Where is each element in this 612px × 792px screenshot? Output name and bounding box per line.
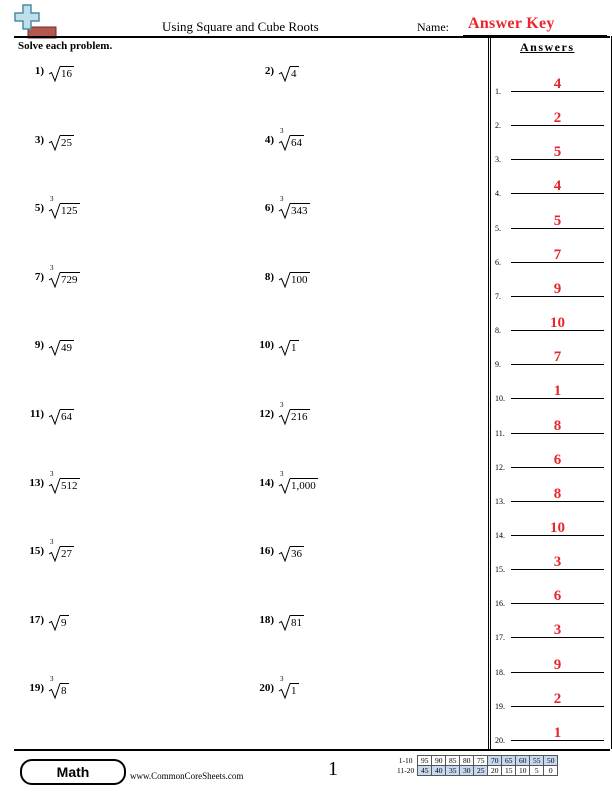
problem-number: 17) — [29, 613, 44, 626]
answer-row — [492, 349, 608, 369]
answers-heading: Answers — [520, 40, 575, 54]
answer-row — [492, 418, 608, 438]
radical-sign-icon — [278, 59, 290, 83]
plus-sign-logo-icon — [14, 4, 58, 40]
score-cell: 0 — [544, 766, 558, 776]
answer-value: 10 — [550, 315, 565, 332]
score-range-label: 1-10 — [398, 756, 413, 765]
score-cell: 45 — [418, 766, 432, 776]
score-cell: 90 — [432, 756, 446, 766]
score-cell: 35 — [446, 766, 460, 776]
answer-row — [492, 725, 608, 745]
score-cell: 40 — [432, 766, 446, 776]
root-index: 3 — [50, 195, 54, 204]
answer-value: 3 — [553, 622, 562, 639]
answer-value: 8 — [553, 417, 562, 434]
problem-number: 20) — [259, 682, 274, 695]
problem-number: 15) — [29, 545, 44, 558]
answer-key-label: Answer Key — [468, 15, 555, 32]
radicand: 512 — [61, 479, 78, 492]
answer-number: 7. — [495, 291, 501, 301]
subject-badge: Math — [20, 759, 126, 785]
score-cell: 55 — [530, 756, 544, 766]
root-index: 3 — [50, 469, 54, 478]
answer-value: 2 — [553, 110, 562, 127]
answer-row — [492, 247, 608, 267]
score-cell: 20 — [488, 766, 502, 776]
score-cell: 60 — [516, 756, 530, 766]
name-label: Name: — [417, 20, 449, 34]
radicand: 49 — [61, 342, 72, 355]
radicand: 64 — [291, 136, 302, 149]
answer-value: 4 — [553, 76, 562, 92]
radical-sign-icon — [48, 402, 60, 426]
radicand: 1 — [291, 685, 297, 698]
answer-number: 19. — [495, 701, 505, 711]
answer-value: 6 — [553, 451, 562, 468]
answer-value: 8 — [553, 485, 562, 502]
radicand: 64 — [61, 411, 72, 423]
radical-sign-icon — [48, 59, 60, 83]
answer-number: 1. — [495, 87, 501, 96]
answer-value: 9 — [553, 280, 562, 297]
answer-value: 10 — [550, 519, 565, 536]
answer-row — [492, 657, 608, 677]
score-cell: 95 — [418, 756, 432, 766]
problem-number: 19) — [29, 682, 44, 695]
answer-number: 2. — [495, 121, 501, 131]
problem-number: 4) — [264, 133, 274, 146]
radicand: 1,000 — [291, 479, 316, 492]
problem-number: 5) — [34, 202, 44, 215]
answer-value: 1 — [553, 724, 562, 741]
problem-number: 12) — [259, 408, 274, 420]
radicand: 343 — [291, 205, 308, 218]
answer-row — [492, 281, 608, 301]
root-index: 3 — [280, 469, 284, 478]
answer-row — [492, 452, 608, 472]
instructions: Solve each problem. — [18, 40, 113, 52]
answer-number: 16. — [495, 599, 505, 609]
answer-number: 11. — [495, 428, 505, 438]
answer-number: 13. — [495, 496, 505, 506]
page-title: Using Square and Cube Roots — [162, 19, 319, 34]
answer-value: 1 — [553, 383, 562, 400]
radicand: 27 — [61, 548, 72, 561]
score-cell: 75 — [474, 756, 488, 766]
answer-value: 9 — [553, 656, 562, 673]
score-cell: 80 — [460, 756, 474, 766]
root-index: 3 — [280, 401, 284, 409]
root-index: 3 — [50, 538, 54, 547]
answer-number: 6. — [495, 257, 501, 267]
radicand: 216 — [291, 411, 308, 423]
answer-value: 7 — [553, 246, 562, 263]
score-cell: 70 — [488, 756, 502, 766]
score-cell: 25 — [474, 766, 488, 776]
radical-sign-icon — [48, 333, 60, 357]
radicand: 729 — [61, 273, 78, 286]
answer-row — [492, 588, 608, 608]
answer-row — [492, 622, 608, 642]
score-range-label: 11-20 — [397, 766, 415, 775]
score-cell: 15 — [502, 766, 516, 776]
score-row — [395, 766, 558, 776]
problem-number: 7) — [34, 270, 44, 283]
footer-divider — [14, 749, 610, 751]
answer-number: 14. — [495, 530, 505, 540]
answer-number: 18. — [495, 667, 505, 677]
answer-number: 9. — [495, 360, 501, 370]
problem-number: 8) — [264, 270, 274, 283]
problem-number: 10) — [259, 339, 274, 352]
score-row — [395, 756, 558, 766]
answer-number: 5. — [495, 223, 501, 233]
radicand: 100 — [291, 273, 308, 286]
answer-number: 10. — [495, 394, 505, 404]
problem-number: 1) — [34, 65, 44, 77]
answer-row — [492, 520, 608, 540]
score-cell: 50 — [544, 756, 558, 766]
answer-number: 4. — [495, 189, 501, 199]
answer-row — [492, 76, 608, 96]
radicand: 9 — [61, 616, 67, 629]
answer-number: 12. — [495, 462, 505, 472]
root-index: 3 — [50, 263, 54, 272]
problem-number: 16) — [259, 545, 274, 558]
score-cell: 5 — [530, 766, 544, 776]
problem-number: 13) — [29, 476, 44, 489]
answer-number: 17. — [495, 633, 505, 643]
answer-row — [492, 554, 608, 574]
radicand: 125 — [61, 205, 78, 218]
answer-row — [492, 110, 608, 130]
score-cell: 85 — [446, 756, 460, 766]
answer-value: 4 — [553, 178, 562, 195]
problem-number: 11) — [29, 408, 44, 420]
radical-sign-icon — [278, 265, 290, 289]
answer-row — [492, 144, 608, 164]
problem-number: 6) — [264, 202, 274, 215]
answer-value: 5 — [553, 212, 562, 229]
answer-number: 15. — [495, 565, 505, 575]
problem-number: 14) — [259, 476, 274, 489]
answer-number: 3. — [495, 155, 501, 165]
answer-value: 2 — [553, 690, 562, 707]
root-index: 3 — [280, 126, 284, 135]
website-link[interactable]: www.CommonCoreSheets.com — [130, 771, 244, 781]
answer-row — [492, 178, 608, 198]
answer-value: 5 — [553, 144, 562, 161]
page-number: 1 — [328, 758, 338, 780]
score-cell: 30 — [460, 766, 474, 776]
radicand: 25 — [61, 136, 72, 149]
root-index: 3 — [280, 675, 284, 684]
root-index: 3 — [50, 675, 54, 684]
radical-sign-icon — [278, 539, 290, 563]
radicand: 16 — [61, 68, 72, 80]
radical-sign-icon — [48, 128, 60, 152]
score-table — [395, 755, 558, 776]
answer-number: 20. — [495, 735, 505, 745]
answer-number: 8. — [495, 326, 501, 336]
root-index: 3 — [280, 195, 284, 204]
radical-sign-icon — [278, 333, 290, 357]
problem-number: 3) — [34, 133, 44, 146]
answer-row — [492, 213, 608, 233]
radical-sign-icon — [48, 608, 60, 632]
answer-row — [492, 486, 608, 506]
radicand: 8 — [61, 685, 67, 698]
answer-row — [492, 691, 608, 711]
answer-value: 3 — [553, 554, 562, 571]
radicand: 36 — [291, 548, 302, 561]
radicand: 81 — [291, 616, 302, 629]
radicand: 1 — [291, 342, 297, 355]
problem-number: 18) — [259, 613, 274, 626]
answer-value: 7 — [553, 349, 562, 366]
radicand: 4 — [291, 68, 297, 80]
radical-sign-icon — [278, 608, 290, 632]
score-cell: 65 — [502, 756, 516, 766]
answer-value: 6 — [553, 588, 562, 605]
answer-row — [492, 315, 608, 335]
score-cell: 10 — [516, 766, 530, 776]
problem-number: 9) — [34, 339, 44, 352]
answer-row — [492, 383, 608, 403]
problem-number: 2) — [264, 65, 274, 77]
